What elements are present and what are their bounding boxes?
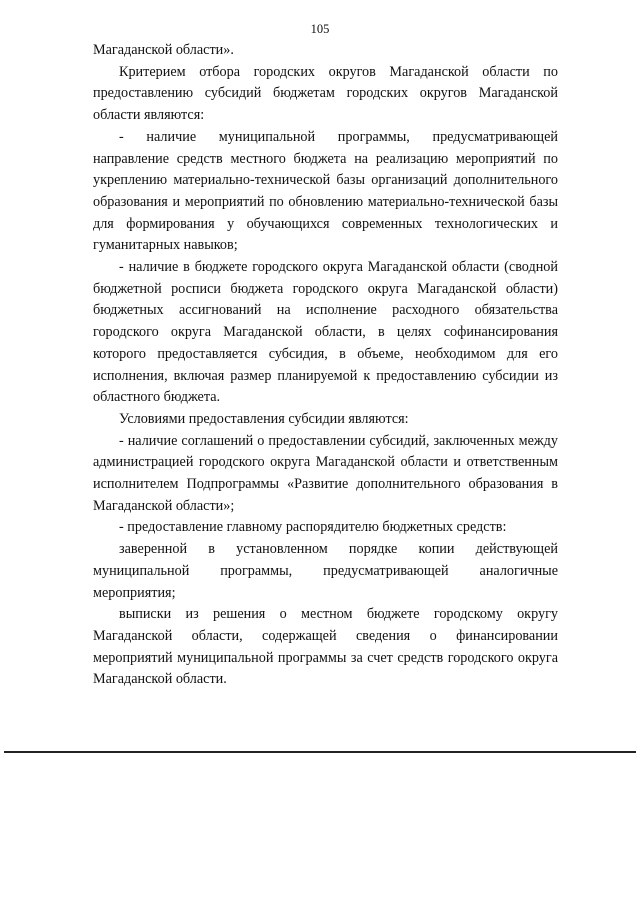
paragraph-conditions-heading: Условиями предоставления субсидии являются: (119, 410, 409, 427)
paragraph-program-copy: заверенной в установленном порядке копии действующей муниципальной программы, предусматривающей аналогичные мероприятия; (93, 541, 558, 601)
paragraph-selection-criterion: Критерием отбора городских округов Магаданской области по предоставлению субсидий бюджетам городских округов Магаданской области являются: (93, 63, 558, 124)
paragraph-condition-agreements: - наличие соглашений о предоставлении субсидий, заключенных между администрацией городского округа Магаданской области и ответственным исполнителем Подпрограммы «Развитие дополнительного образования в Магаданской области»; (93, 432, 558, 514)
bottom-divider (4, 751, 636, 753)
page-number: 105 (310, 22, 330, 36)
paragraph-condition-submission: - предоставление главному распорядителю бюджетных средств: (119, 519, 507, 536)
document-body (93, 40, 558, 691)
paragraph-budget-extract: выписки из решения о местном бюджете городскому округу Магаданской области, содержащей сведения о финансировании мероприятий муниципальной программы за счет средств городского округа Магаданской области. (93, 606, 558, 688)
paragraph-continuation: Магаданской области». (93, 42, 234, 58)
paragraph-criterion-program: - наличие муниципальной программы, предусматривающей направление средств местного бюджета на реализацию мероприятий по укреплению материально-технической базы организаций дополнительного образования и мероприятий по обновлению материально-технической базы для формирования у обучающихся современных технологических и гуманитарных навыков; (93, 128, 558, 254)
paragraph-criterion-budget: - наличие в бюджете городского округа Магаданской области (сводной бюджетной росписи бюджета городского округа Магаданской области) бюджетных ассигнований на исполнение расходного обязательства городского округа Магаданской области, в целях софинансирования которого предоставляется субсидия, в объеме, необходимом для его исполнения, включая размер планируемой к предоставлению субсидии из областного бюджета. (93, 259, 558, 406)
